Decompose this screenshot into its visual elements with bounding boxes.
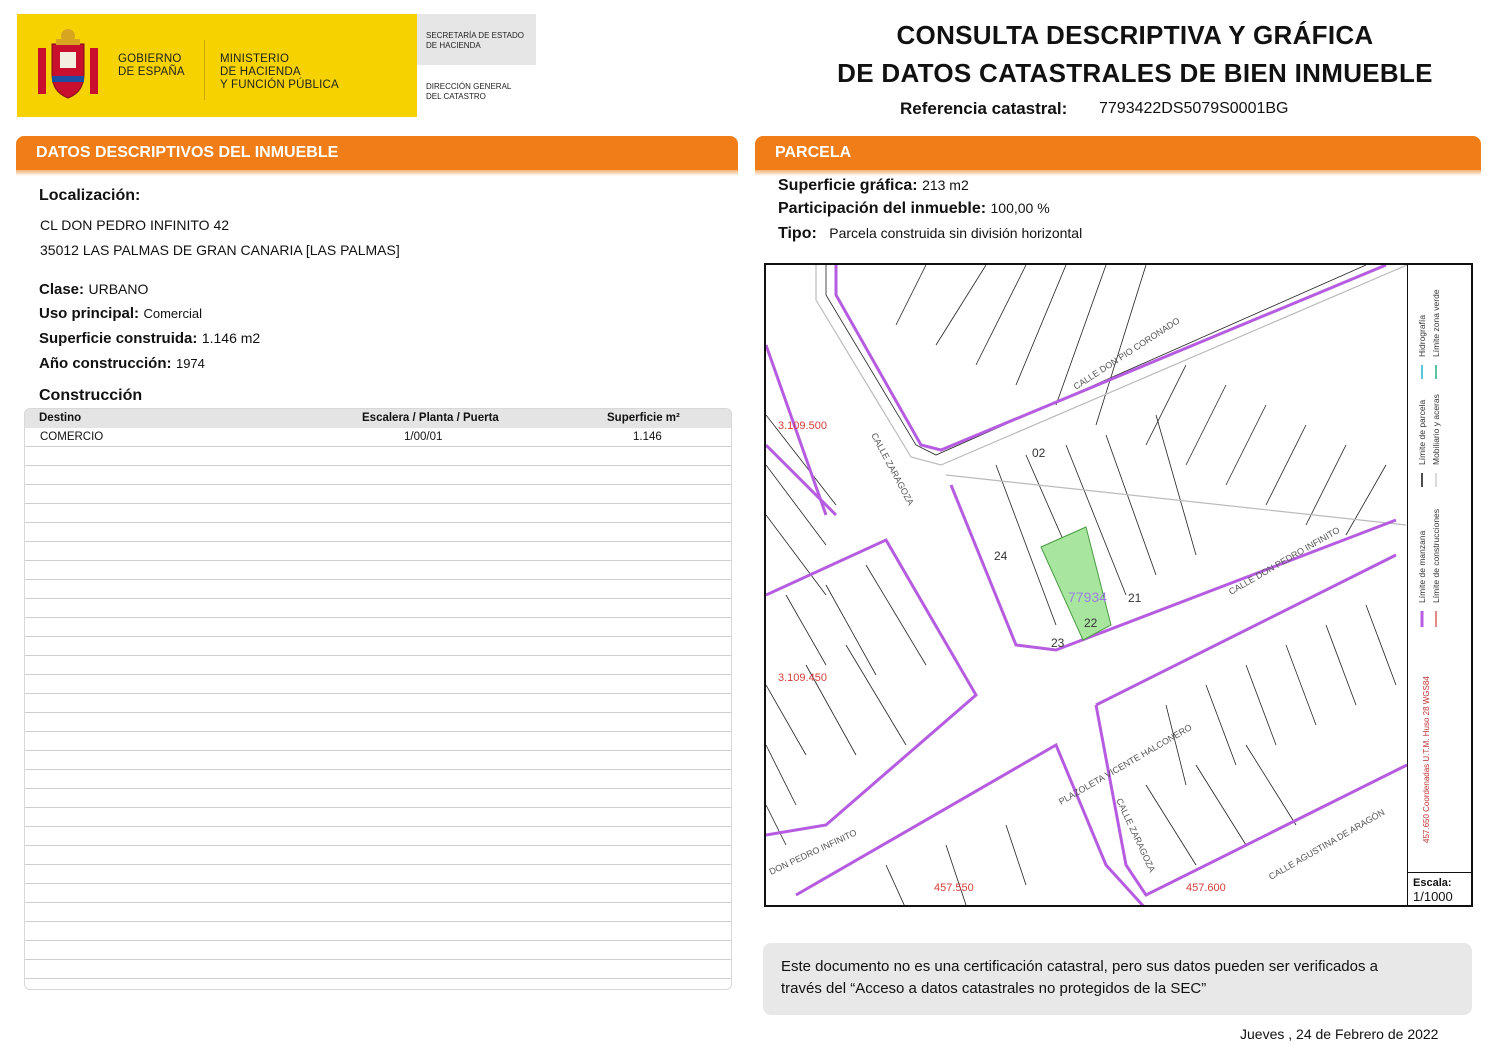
legend-green-zone bbox=[1431, 289, 1441, 379]
type-row bbox=[778, 225, 1082, 243]
street-label: PLAZOLETA VICENTE HALCONERO bbox=[1057, 722, 1194, 807]
construction-title: Construcción bbox=[39, 387, 143, 404]
footer-date: Jueves , 24 de Febrero de 2022 bbox=[1240, 1026, 1439, 1042]
government-label: GOBIERNO DE ESPAÑA bbox=[118, 53, 185, 78]
svg-text:Límite de parcela: Límite de parcela bbox=[1417, 399, 1427, 465]
built-area-row bbox=[39, 330, 260, 348]
ref-value: 7793422DS5079S0001BG bbox=[1099, 100, 1289, 117]
table-row bbox=[25, 428, 731, 447]
empty-table-row bbox=[25, 903, 731, 922]
neighbor-label: 21 bbox=[1128, 591, 1142, 605]
scale-box bbox=[1407, 872, 1471, 907]
empty-table-row bbox=[25, 865, 731, 884]
scale-value: 1/1000 bbox=[1413, 889, 1453, 904]
empty-table-row bbox=[25, 941, 731, 960]
direction-label: DIRECCIÓN GENERAL DEL CATASTRO bbox=[426, 82, 512, 101]
empty-table-row bbox=[25, 561, 731, 580]
location-label: Localización: bbox=[39, 187, 141, 204]
legend-block-limit bbox=[1417, 530, 1427, 627]
address-line2: 35012 LAS PALMAS DE GRAN CANARIA [LAS PALMAS] bbox=[40, 242, 400, 258]
class-row bbox=[39, 281, 148, 299]
neighbor-label: 02 bbox=[1032, 446, 1046, 460]
street-label: CALLE AGUSTINA DE ARAGÓN bbox=[1267, 807, 1387, 882]
street-label: CALLE ZARAGOZA bbox=[1114, 796, 1158, 874]
empty-table-row bbox=[25, 827, 731, 846]
col-escalera: Escalera / Planta / Puerta bbox=[362, 412, 499, 424]
header-divider bbox=[204, 40, 205, 100]
participation-label: Participación del inmueble: bbox=[778, 200, 987, 217]
secretary-label: SECRETARÍA DE ESTADO DE HACIENDA bbox=[426, 31, 524, 50]
empty-table-row bbox=[25, 770, 731, 789]
coord-label: 457.550 bbox=[934, 882, 974, 894]
svg-text:Límite de manzana: Límite de manzana bbox=[1417, 530, 1427, 603]
legend-hydrography bbox=[1417, 315, 1427, 379]
descriptive-section-title: DATOS DESCRIPTIVOS DEL INMUEBLE bbox=[36, 144, 339, 161]
subject-parcel[interactable] bbox=[1041, 527, 1111, 640]
year-row bbox=[39, 355, 205, 373]
coord-label: 3.109.450 bbox=[778, 672, 827, 684]
participation-value: 100,00 % bbox=[990, 200, 1050, 216]
parcel-section-title: PARCELA bbox=[775, 144, 852, 161]
parcel-section-header bbox=[755, 136, 1481, 170]
cadastral-reference bbox=[900, 99, 1289, 119]
scale-label: Escala: bbox=[1413, 877, 1452, 889]
empty-table-row bbox=[25, 884, 731, 903]
neighbor-label: 23 bbox=[1051, 636, 1065, 650]
use-row bbox=[39, 305, 202, 323]
ministry-label: MINISTERIO DE HACIENDA Y FUNCIÓN PÚBLICA bbox=[220, 53, 339, 91]
coord-label: 3.109.500 bbox=[778, 420, 827, 432]
empty-table-row bbox=[25, 637, 731, 656]
empty-table-row bbox=[25, 580, 731, 599]
neighbor-label: 22 bbox=[1084, 616, 1098, 630]
empty-table-row bbox=[25, 523, 731, 542]
disclaimer-notice bbox=[763, 943, 1472, 1015]
empty-table-row bbox=[25, 542, 731, 561]
map-legend bbox=[1408, 265, 1471, 872]
legend-building-limit bbox=[1431, 509, 1441, 627]
class-value: URBANO bbox=[88, 281, 149, 297]
empty-table-row bbox=[25, 732, 731, 751]
use-label: Uso principal: bbox=[39, 305, 140, 322]
empty-table-row bbox=[25, 960, 731, 979]
empty-table-row bbox=[25, 485, 731, 504]
graphic-area-row bbox=[778, 177, 969, 195]
descriptive-section-header bbox=[16, 136, 738, 170]
legend-parcel-limit bbox=[1417, 400, 1427, 487]
coordinate-labels bbox=[778, 420, 1226, 894]
address-line1: CL DON PEDRO INFINITO 42 bbox=[40, 217, 230, 233]
page-title: CONSULTA DESCRIPTIVA Y GRÁFICA DE DATOS CATASTRALES DE BIEN INMUEBLE bbox=[837, 20, 1433, 88]
empty-table-row bbox=[25, 504, 731, 523]
empty-table-row bbox=[25, 808, 731, 827]
graphic-area-value: 213 m2 bbox=[922, 177, 969, 193]
empty-table-row bbox=[25, 694, 731, 713]
crs-note: 457.650 Coordenadas U.T.M. Huso 28 WGS84 bbox=[1422, 676, 1431, 843]
coat-of-arms-icon bbox=[30, 24, 106, 104]
svg-text:Límite de construcciones: Límite de construcciones bbox=[1431, 508, 1441, 603]
col-destino: Destino bbox=[39, 412, 82, 424]
sidewalk-lines bbox=[766, 265, 1407, 545]
year-label: Año construcción: bbox=[39, 355, 172, 372]
construction-table bbox=[24, 408, 732, 990]
built-area-label: Superficie construida: bbox=[39, 330, 198, 347]
use-value: Comercial bbox=[143, 306, 202, 321]
notice-line1: Este documento no es una certificación catastral, pero sus datos pueden ser verificados a bbox=[781, 958, 1379, 975]
svg-text:Mobiliario y aceras: Mobiliario y aceras bbox=[1431, 394, 1441, 465]
cadastral-map[interactable] bbox=[764, 263, 1473, 907]
empty-table-row bbox=[25, 789, 731, 808]
cell-escalera: 1/00/01 bbox=[404, 431, 443, 443]
empty-table-row bbox=[25, 846, 731, 865]
col-superficie: Superficie m² bbox=[607, 412, 680, 424]
empty-rows bbox=[25, 447, 731, 979]
cell-destino: COMERCIO bbox=[40, 431, 104, 443]
type-value: Parcela construida sin división horizontal bbox=[829, 225, 1083, 241]
street-label: CALLE ZARAGOZA bbox=[869, 431, 916, 508]
empty-table-row bbox=[25, 599, 731, 618]
year-value: 1974 bbox=[175, 356, 205, 371]
legend-sidewalk bbox=[1431, 394, 1441, 487]
empty-table-row bbox=[25, 466, 731, 485]
table-header bbox=[25, 409, 731, 428]
empty-table-row bbox=[25, 656, 731, 675]
empty-table-row bbox=[25, 447, 731, 466]
parcel-number: 77934 bbox=[1068, 589, 1107, 605]
built-area-value: 1.146 m2 bbox=[201, 330, 261, 346]
empty-table-row bbox=[25, 713, 731, 732]
map-canvas[interactable] bbox=[766, 265, 1407, 907]
type-label: Tipo: bbox=[778, 225, 817, 242]
street-label: CALLE DON PEDRO INFINITO bbox=[1227, 524, 1342, 597]
svg-text:Hidrografía: Hidrografía bbox=[1417, 314, 1427, 357]
notice-line2: través del “Acceso a datos catastrales no protegidos de la SEC” bbox=[781, 980, 1207, 997]
participation-row bbox=[778, 200, 1050, 218]
ref-label: Referencia catastral: bbox=[900, 99, 1068, 118]
class-label: Clase: bbox=[39, 281, 85, 298]
svg-text:Límite zona verde: Límite zona verde bbox=[1431, 289, 1441, 357]
empty-table-row bbox=[25, 618, 731, 637]
empty-table-row bbox=[25, 751, 731, 770]
empty-table-row bbox=[25, 922, 731, 941]
street-label: DON PEDRO INFINITO bbox=[767, 827, 859, 877]
cell-superficie: 1.146 bbox=[633, 431, 662, 443]
empty-table-row bbox=[25, 675, 731, 694]
neighbor-label: 24 bbox=[994, 549, 1008, 563]
graphic-area-label: Superficie gráfica: bbox=[778, 177, 918, 194]
coord-label: 457.600 bbox=[1186, 882, 1226, 894]
street-label: CALLE DON PIO CORONADO bbox=[1071, 315, 1182, 392]
